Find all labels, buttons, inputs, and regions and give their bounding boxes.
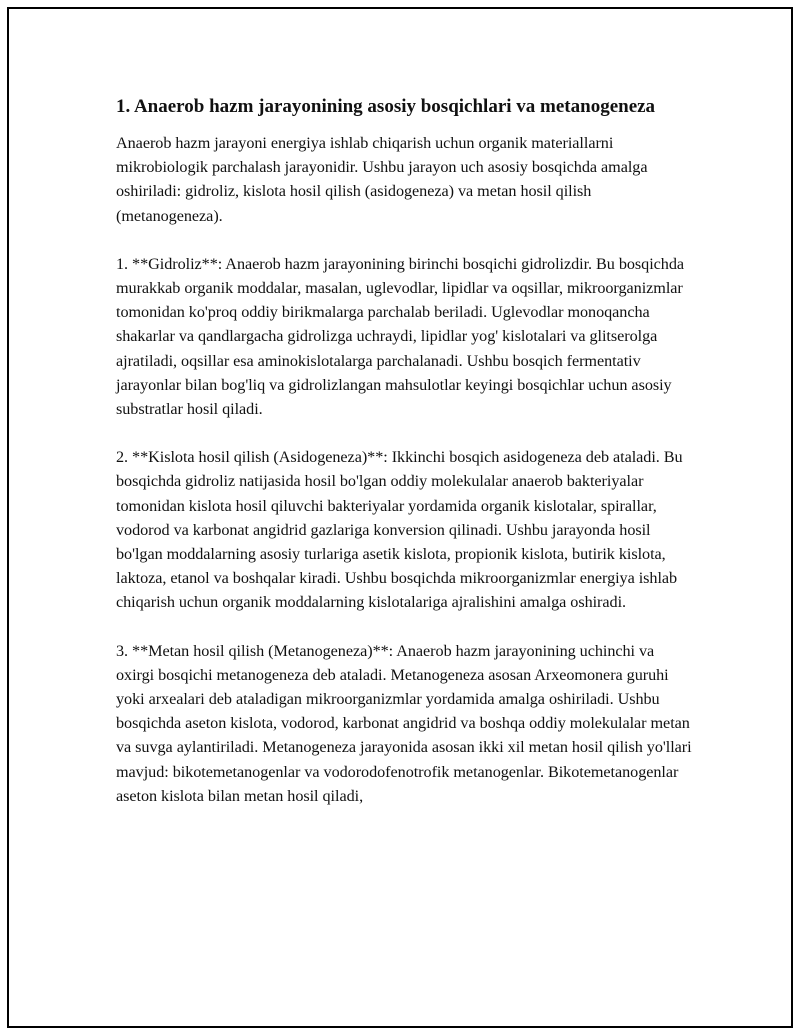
methanogenesis-paragraph: 3. **Metan hosil qilish (Metanogeneza)**: Anaerob hazm jarayonining uchinchi va oxirgi bosqichi metanogeneza deb ataladi. Metanogeneza asosan Arxeomonera guruhi yoki arxealari deb ataladigan mikroorganizmlar yordamida amalga oshiriladi. Ushbu bosqichda aseton kislota, vodorod, karbonat angidrid va boshqa oddiy molekulalar metan va suvga aylantiriladi. Metanogeneza jarayonida asosan ikki xil metan hosil qilish yo'llari mavjud: bikotemetanogenlar va vodorodofenotrofik metanogenlar. Bikotemetanogenlar aseton kislota bilan metan hosil qiladi, xyxy=(116,641,692,805)
intro-paragraph: Anaerob hazm jarayoni energiya ishlab chiqarish uchun organik materiallarni mikrobiologik parchalash jarayonidir. Ushbu jarayon uch asosiy bosqichda amalga oshiriladi: gidroliz, kislota hosil qilish (asidogeneza) va metan hosil qilish (metanogeneza). xyxy=(116,134,648,225)
hydrolysis-paragraph: 1. **Gidroliz**: Anaerob hazm jarayonining birinchi bosqichi gidrolizdir. Bu bosqichda murakkab organik moddalar, masalan, uglevodlar, lipidlar va oqsillar, mikroorganizmlar tomonidan ko'proq oddiy birikmalarga parchalab beriladi. Uglevodlar monoqancha shakarlar va qandlargacha gidrolizga uchraydi, lipidlar yog' kislotalari va glitserolga ajratiladi, oqsillar esa aminokislotalarga parchalanadi. Ushbu bosqich fermentativ jarayonlar bilan bog'liq va gidrolizlangan mahsulotlar keyingi bosqichlar uchun asosiy substratlar hosil qiladi. xyxy=(116,254,685,419)
section-heading: 1. Anaerob hazm jarayonining asosiy bosqichlari va metanogeneza xyxy=(116,96,656,117)
document-body xyxy=(116,93,696,808)
acidogenesis-paragraph: 2. **Kislota hosil qilish (Asidogeneza)**: Ikkinchi bosqich asidogeneza deb ataladi. Bu bosqichda gidroliz natijasida hosil bo'lgan oddiy molekulalar anaerob bakteriyalar tomonidan kislota hosil qiluvchi bakteriyalar yordamida organik kislotalar, spirallar, vodorod va karbonat angidrid gazlariga konversion qilinadi. Ushbu jarayonda hosil bo'lgan moddalarning asosiy turlariga asetik kislota, propionik kislota, butirik kislota, laktoza, etanol va boshqalar kiradi. Ushbu bosqichda mikroorganizmlar energiya ishlab chiqarish uchun organik moddalarning kislotalariga ajralishini amalga oshiradi. xyxy=(116,448,683,612)
